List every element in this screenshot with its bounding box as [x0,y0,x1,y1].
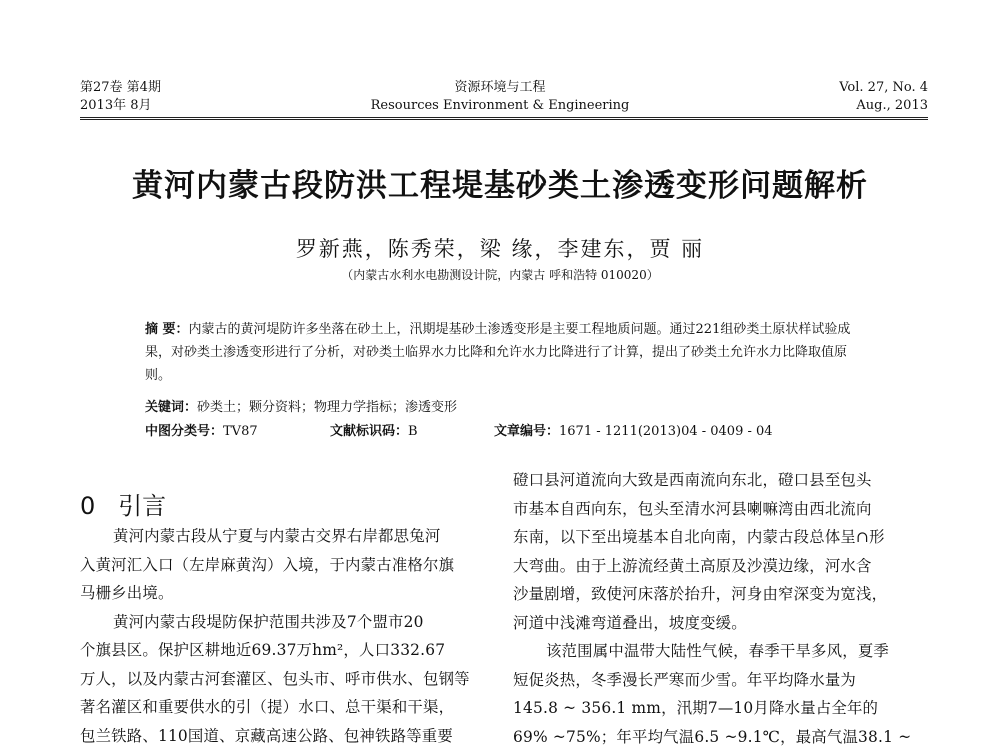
keywords-label: 关键词： [145,400,197,415]
clc-label: 中图分类号： [145,424,223,439]
keywords [145,396,457,415]
abstract-label: 摘 要： [145,322,189,337]
paragraph-line: 145.8 ~ 356.1 mm，汛期7—10月降水量占全年的 [513,694,928,723]
doccode-value: B [408,424,418,439]
paragraph-line: 黄河内蒙古段堤防保护范围共涉及7个盟市20 [80,608,495,637]
paragraph-line: 入黄河汇入口（左岸麻黄沟）入境，于内蒙古准格尔旗 [80,551,495,580]
header-volume-en: Vol. 27, No. 4 [728,80,928,96]
article-affiliation: （内蒙古水利水电勘测设计院，内蒙古 呼和浩特 010020） [0,266,1000,283]
header-volume-cn: 第27卷 第4期 [80,80,161,96]
article-authors: 罗新燕，陈秀荣，梁 缘，李建东，贾 丽 [0,233,1000,263]
header-journal-cn: 资源环境与工程 [300,80,700,96]
header-rule [80,117,928,118]
article-number [494,420,773,439]
header-date-en: Aug., 2013 [728,98,928,114]
paragraph-line: 沙量剧增，致使河床落於抬升，河身由窄深变为宽浅， [513,580,928,609]
paragraph-line: 69% ~75%；年平均气温6.5 ~9.1℃，最高气温38.1 ~ [513,723,928,751]
left-column [80,522,495,750]
abstract [145,318,865,387]
paragraph-line: 短促炎热，冬季漫长严寒而少雪。年平均降水量为 [513,666,928,695]
header-journal-en: Resources Environment & Engineering [300,98,700,114]
right-column [513,466,928,751]
paragraph-line: 河道中浅滩弯道叠出，坡度变缓。 [513,609,928,638]
header-date-cn: 2013年 8月 [80,98,152,114]
paragraph-line: 大弯曲。由于上游流经黄土高原及沙漠边缘，河水含 [513,552,928,581]
paragraph-line: 磴口县河道流向大致是西南流向东北，磴口县至包头 [513,466,928,495]
paragraph-line: 著名灌区和重要供水的引（提）水口、总干渠和干渠， [80,693,495,722]
header-rule-double [80,119,928,120]
paragraph-line: 万人，以及内蒙古河套灌区、包头市、呼市供水、包钢等 [80,665,495,694]
doccode-label: 文献标识码： [330,424,408,439]
document-code [330,420,418,439]
section-title: 引言 [118,492,166,520]
keywords-text: 砂类土；颗分资料；物理力学指标；渗透变形 [197,400,457,415]
section-number: 0 [80,492,95,520]
section-heading [80,486,166,521]
paragraph-line: 该范围属中温带大陆性气候，春季干旱多风，夏季 [513,637,928,666]
article-title: 黄河内蒙古段防洪工程堤基砂类土渗透变形问题解析 [0,160,1000,205]
paragraph-line: 市基本自西向东，包头至清水河县喇嘛湾由西北流向 [513,495,928,524]
paragraph-line: 东南，以下至出境基本自北向南，内蒙古段总体呈∩形 [513,523,928,552]
abstract-text: 内蒙古的黄河堤防许多坐落在砂土上，汛期堤基砂土渗透变形是主要工程地质问题。通过221组砂类土原状样试验成果，对砂类土渗透变形进行了分析，对砂类土临界水力比降和允许水力比降进行了计算，提出了砂类土允许水力比降取值原则。 [145,322,850,383]
clc-number [145,420,258,439]
paragraph-line: 个旗县区。保护区耕地近69.37万hm²，人口332.67 [80,636,495,665]
paragraph-line: 黄河内蒙古段从宁夏与内蒙古交界右岸都思兔河 [80,522,495,551]
paragraph-line: 包兰铁路、110国道、京藏高速公路、包神铁路等重要 [80,722,495,751]
clc-value: TV87 [223,424,258,439]
articleno-value: 1671 - 1211(2013)04 - 0409 - 04 [559,424,773,439]
articleno-label: 文章编号： [494,424,559,439]
paragraph-line: 马栅乡出境。 [80,579,495,608]
